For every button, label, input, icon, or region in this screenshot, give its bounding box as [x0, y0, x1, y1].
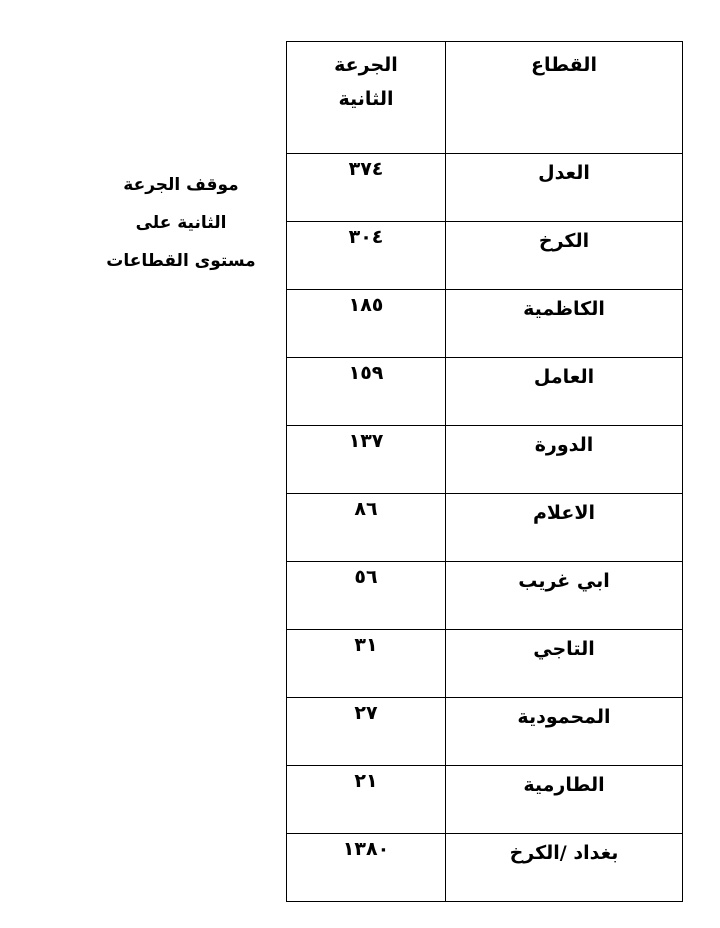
- dose-count-cell: ٨٦: [287, 494, 446, 562]
- table-row: [287, 494, 683, 562]
- dose-count-cell: ٣٠٤: [287, 222, 446, 290]
- dose-count-cell: ٢٧: [287, 698, 446, 766]
- header-sector: [446, 42, 683, 154]
- side-title: [96, 166, 266, 280]
- table-row: [287, 698, 683, 766]
- dose-count-cell: ١٨٥: [287, 290, 446, 358]
- total-dose-count-cell: ١٣٨٠: [287, 834, 446, 902]
- table-row: [287, 426, 683, 494]
- sector-cell: الكرخ: [446, 222, 683, 290]
- sector-cell: الكاظمية: [446, 290, 683, 358]
- header-second-dose-line-2: الثانية: [338, 88, 394, 110]
- dose-count-cell: ١٣٧: [287, 426, 446, 494]
- sector-cell: الاعلام: [446, 494, 683, 562]
- dose-count-cell: ٣١: [287, 630, 446, 698]
- sector-cell: الدورة: [446, 426, 683, 494]
- sector-cell: الطارمية: [446, 766, 683, 834]
- side-title-line-2: الثانية على: [135, 213, 227, 233]
- sector-cell: العدل: [446, 154, 683, 222]
- dose-count-cell: ١٥٩: [287, 358, 446, 426]
- table-row: [287, 630, 683, 698]
- sector-cell: التاجي: [446, 630, 683, 698]
- dose-count-cell: ٣٧٤: [287, 154, 446, 222]
- table-row: [287, 766, 683, 834]
- sector-cell: المحمودية: [446, 698, 683, 766]
- header-second-dose: [287, 42, 446, 154]
- dose-count-cell: ٢١: [287, 766, 446, 834]
- dose-count-cell: ٥٦: [287, 562, 446, 630]
- table-row: [287, 154, 683, 222]
- total-sector-cell: بغداد /الكرخ: [446, 834, 683, 902]
- sector-cell: العامل: [446, 358, 683, 426]
- sector-cell: ابي غريب: [446, 562, 683, 630]
- second-dose-table: [286, 41, 683, 902]
- header-second-dose-line-1: الجرعة: [334, 54, 398, 76]
- table-header-row: [287, 42, 683, 154]
- table-row: [287, 358, 683, 426]
- table-total-row: [287, 834, 683, 902]
- header-sector-label: القطاع: [531, 54, 597, 76]
- table-row: [287, 562, 683, 630]
- table-row: [287, 222, 683, 290]
- side-title-line-3: مستوى القطاعات: [106, 251, 256, 271]
- table-row: [287, 290, 683, 358]
- side-title-line-1: موقف الجرعة: [123, 175, 239, 195]
